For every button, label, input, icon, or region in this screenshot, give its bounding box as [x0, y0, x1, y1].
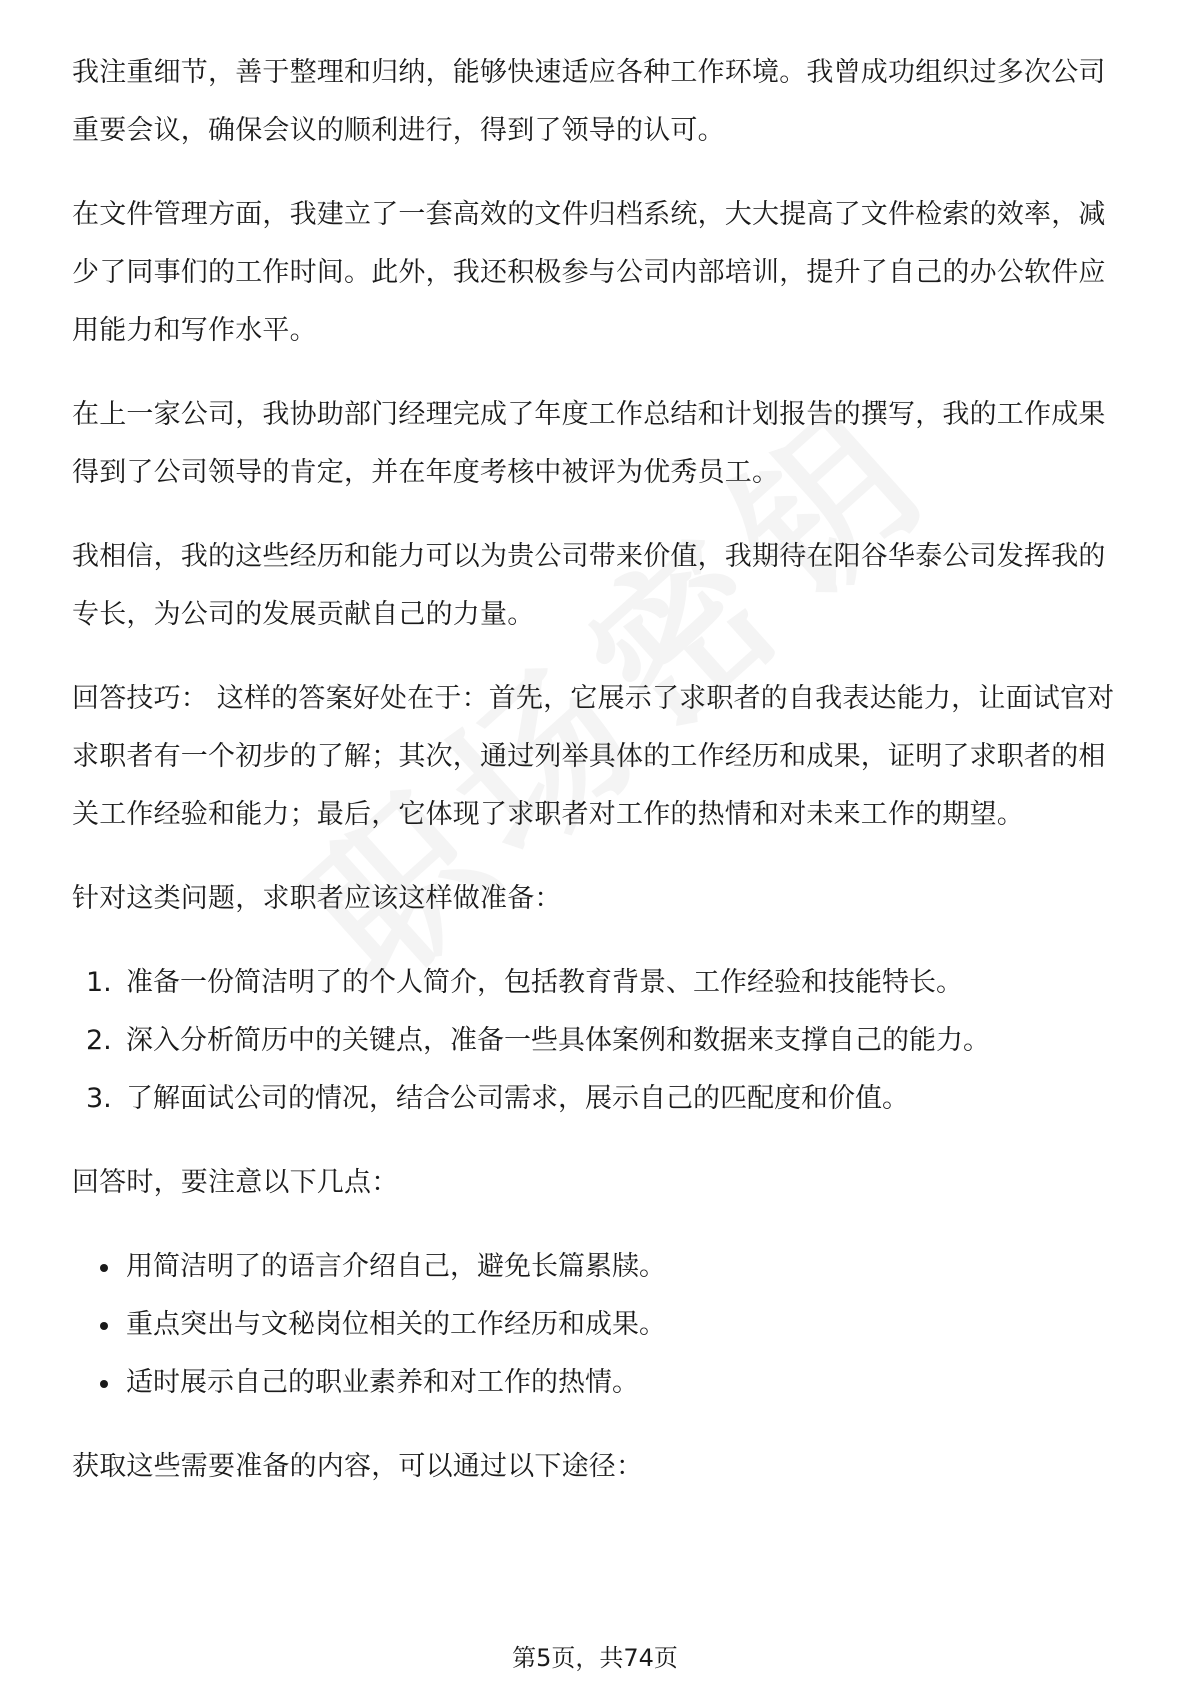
paragraph-belief: 我相信，我的这些经历和能力可以为贵公司带来价值，我期待在阳谷华泰公司发挥我的专长，为公司的发展贡献自己的力量。 [72, 541, 1106, 630]
list-item-number: 3. [86, 1083, 112, 1114]
list-item-number: 2. [86, 1025, 112, 1056]
list-item [72, 1238, 1122, 1296]
list-item-text: 准备一份简洁明了的个人简介，包括教育背景、工作经验和技能特长。 [126, 967, 963, 998]
list-item-number: 1. [86, 967, 112, 998]
paragraph-sources-intro: 获取这些需要准备的内容，可以通过以下途径： [72, 1451, 644, 1482]
page-number: 第5页，共74页 [512, 1644, 678, 1672]
paragraph-file-management: 在文件管理方面，我建立了一套高效的文件归档系统，大大提高了文件检索的效率，减少了同事们的工作时间。此外，我还积极参与公司内部培训，提升了自己的办公软件应用能力和写作水平。 [72, 199, 1106, 346]
list-item-text: 深入分析简历中的关键点，准备一些具体案例和数据来支撑自己的能力。 [126, 1025, 990, 1056]
paragraph-attention-to-detail: 我注重细节，善于整理和归纳，能够快速适应各种工作环境。我曾成功组织过多次公司重要会议，确保会议的顺利进行，得到了领导的认可。 [72, 57, 1106, 146]
list-item [72, 1070, 1122, 1128]
paragraph-prep-intro: 针对这类问题，求职者应该这样做准备： [72, 883, 562, 914]
document-body [72, 44, 1122, 1522]
tips-list [72, 1238, 1122, 1412]
list-item-text: 重点突出与文秘岗位相关的工作经历和成果。 [126, 1309, 666, 1340]
prep-list [72, 954, 1122, 1128]
bullet-icon [100, 1264, 108, 1272]
list-item [72, 1354, 1122, 1412]
list-item-text: 适时展示自己的职业素养和对工作的热情。 [126, 1367, 639, 1398]
list-item-text: 了解面试公司的情况，结合公司需求，展示自己的匹配度和价值。 [126, 1083, 909, 1114]
list-item [72, 1012, 1122, 1070]
paragraph-previous-company: 在上一家公司，我协助部门经理完成了年度工作总结和计划报告的撰写，我的工作成果得到了公司领导的肯定，并在年度考核中被评为优秀员工。 [72, 399, 1106, 488]
list-item [72, 954, 1122, 1012]
list-item-text: 用简洁明了的语言介绍自己，避免长篇累牍。 [126, 1251, 666, 1282]
bullet-icon [100, 1380, 108, 1388]
paragraph-answer-tips: 回答技巧： 这样的答案好处在于：首先，它展示了求职者的自我表达能力，让面试官对求职者有一个初步的了解；其次，通过列举具体的工作经历和成果，证明了求职者的相关工作经验和能力；最后，它体现了求职者对工作的热情和对未来工作的期望。 [72, 683, 1115, 830]
list-item [72, 1296, 1122, 1354]
paragraph-answer-notes: 回答时，要注意以下几点： [72, 1167, 399, 1198]
bullet-icon [100, 1322, 108, 1330]
